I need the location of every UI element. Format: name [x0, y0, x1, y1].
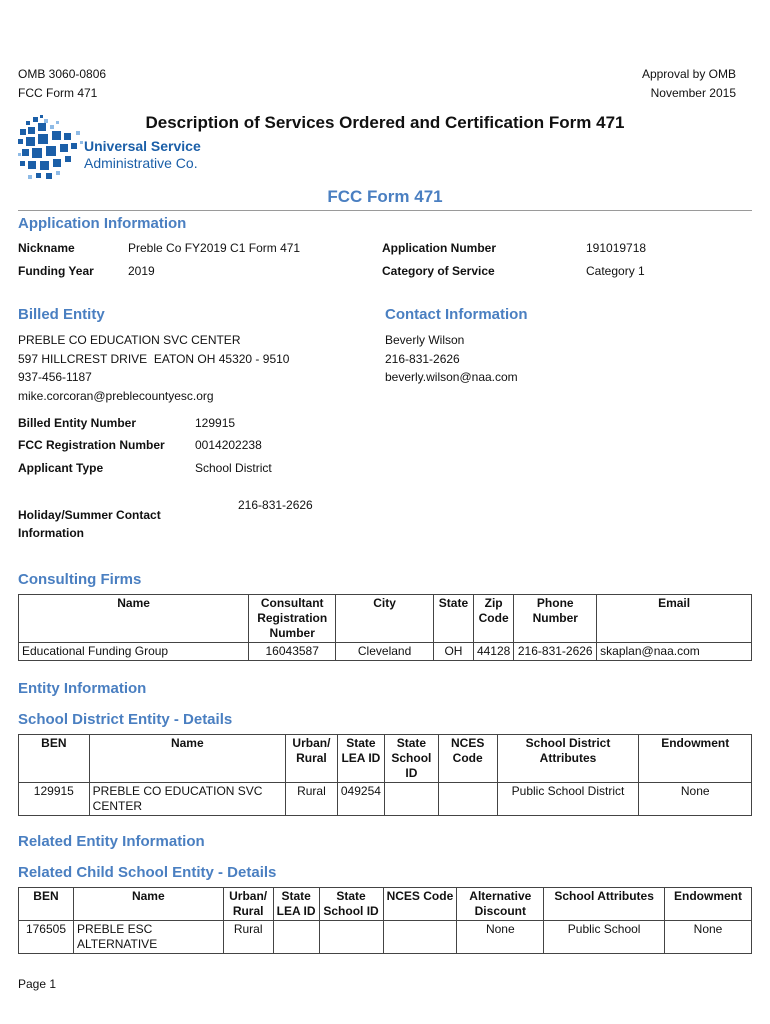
fcc-registration-value: 0014202238: [195, 438, 262, 452]
holiday-contact-label-line1: Holiday/Summer Contact: [18, 508, 161, 522]
column-header: Name: [19, 595, 249, 643]
column-header: School Attributes: [544, 888, 665, 921]
billed-entity-phone: 937-456-1187: [18, 370, 92, 384]
column-header: State LEA ID: [337, 735, 384, 783]
document-title: Description of Services Ordered and Certification Form 471: [145, 113, 625, 132]
table-cell: None: [665, 921, 752, 954]
table-cell: 176505: [19, 921, 74, 954]
table-row: [19, 921, 752, 954]
column-header: NCES Code: [438, 735, 497, 783]
table-header-row: [19, 595, 752, 643]
table-cell: Public School: [544, 921, 665, 954]
column-header: BEN: [19, 888, 74, 921]
entity-info-heading: Entity Information: [18, 680, 147, 697]
column-header: BEN: [19, 735, 90, 783]
category-label: Category of Service: [382, 264, 495, 278]
contact-phone: 216-831-2626: [385, 351, 460, 366]
column-header: State School ID: [319, 888, 383, 921]
billed-entity-email: mike.corcoran@preblecountyesc.org: [18, 388, 214, 403]
category-value: Category 1: [586, 264, 645, 278]
table-cell: OH: [433, 643, 473, 661]
usac-logo-text: [84, 138, 201, 172]
form-number: FCC Form 471: [18, 86, 98, 100]
holiday-contact-phone: 216-831-2626: [238, 498, 313, 512]
applicant-type-label: Applicant Type: [18, 461, 104, 475]
contact-name: Beverly Wilson: [385, 333, 465, 347]
column-header: State LEA ID: [273, 888, 319, 921]
table-cell: None: [457, 921, 544, 954]
table-cell: skaplan@naa.com: [597, 643, 752, 661]
contact-email: beverly.wilson@naa.com: [385, 370, 518, 384]
column-header: Endowment: [639, 735, 752, 783]
holiday-contact-label: [18, 506, 161, 542]
consulting-firms-heading: Consulting Firms: [18, 571, 142, 588]
table-cell: 049254: [337, 783, 384, 816]
table-cell: Rural: [223, 921, 273, 954]
table-cell: Educational Funding Group: [19, 643, 249, 661]
logo-line-2: Administrative Co.: [84, 155, 198, 171]
contact-info-heading: Contact Information: [385, 306, 528, 323]
school-district-table: [18, 734, 752, 816]
table-header-row: [19, 735, 752, 783]
table-row: [19, 643, 752, 661]
table-row: [19, 783, 752, 816]
form-name-heading: FCC Form 471: [327, 187, 443, 206]
billed-entity-block: [18, 331, 289, 405]
application-number-label: Application Number: [382, 241, 497, 255]
table-cell: Public School District: [497, 783, 639, 816]
column-header: Email: [597, 595, 752, 643]
contact-block: [385, 331, 518, 387]
column-header: Consultant Registration Number: [249, 595, 336, 643]
funding-year-label: Funding Year: [18, 264, 94, 278]
approval-label: Approval by OMB: [641, 67, 736, 81]
holiday-contact-label-line2: Information: [18, 526, 84, 540]
column-header: Alternative Discount: [457, 888, 544, 921]
column-header: Zip Code: [473, 595, 513, 643]
column-header: Urban/ Rural: [223, 888, 273, 921]
logo-line-1: Universal Service: [84, 138, 201, 154]
approval-date: November 2015: [650, 86, 736, 100]
application-number-value: 191019718: [586, 241, 647, 255]
omb-number: OMB 3060-0806: [18, 67, 107, 81]
header-divider: [18, 210, 752, 211]
table-cell: 129915: [19, 783, 90, 816]
column-header: Name: [89, 735, 285, 783]
fcc-registration-label: FCC Registration Number: [18, 438, 165, 452]
table-cell: Cleveland: [336, 643, 434, 661]
header-left: [18, 65, 106, 103]
nickname-value: Preble Co FY2019 C1 Form 471: [128, 241, 301, 255]
school-district-heading: School District Entity - Details: [18, 711, 233, 728]
column-header: State: [433, 595, 473, 643]
child-school-heading: Related Child School Entity - Details: [18, 864, 277, 881]
nickname-label: Nickname: [18, 241, 75, 255]
billed-entity-name: PREBLE CO EDUCATION SVC CENTER: [18, 333, 241, 347]
table-cell: None: [639, 783, 752, 816]
column-header: State School ID: [384, 735, 438, 783]
billed-entity-address: 597 HILLCREST DRIVE EATON OH 45320 - 9510: [18, 351, 290, 366]
application-info-heading: Application Information: [18, 215, 187, 232]
column-header: Endowment: [665, 888, 752, 921]
table-cell: [273, 921, 319, 954]
page-number: Page 1: [18, 977, 57, 991]
table-cell: 16043587: [249, 643, 336, 661]
child-school-table: [18, 887, 752, 954]
table-cell: 216-831-2626: [514, 643, 597, 661]
table-cell: [384, 783, 438, 816]
column-header: Phone Number: [514, 595, 597, 643]
table-header-row: [19, 888, 752, 921]
billed-entity-number-label: Billed Entity Number: [18, 416, 137, 430]
column-header: Urban/ Rural: [285, 735, 337, 783]
header-right: [642, 65, 736, 103]
billed-entity-heading: Billed Entity: [18, 306, 105, 323]
applicant-type-value: School District: [195, 461, 272, 475]
funding-year-value: 2019: [128, 264, 155, 278]
consulting-firms-table: [18, 594, 752, 661]
table-cell: PREBLE ESC ALTERNATIVE: [73, 921, 223, 954]
billed-entity-number-value: 129915: [195, 416, 236, 430]
table-cell: 44128: [473, 643, 513, 661]
table-cell: [319, 921, 383, 954]
column-header: NCES Code: [383, 888, 457, 921]
table-cell: [438, 783, 497, 816]
column-header: City: [336, 595, 434, 643]
column-header: Name: [73, 888, 223, 921]
table-cell: Rural: [285, 783, 337, 816]
column-header: School District Attributes: [497, 735, 639, 783]
related-entity-heading: Related Entity Information: [18, 833, 205, 850]
table-cell: [383, 921, 457, 954]
table-cell: PREBLE CO EDUCATION SVC CENTER: [89, 783, 285, 816]
